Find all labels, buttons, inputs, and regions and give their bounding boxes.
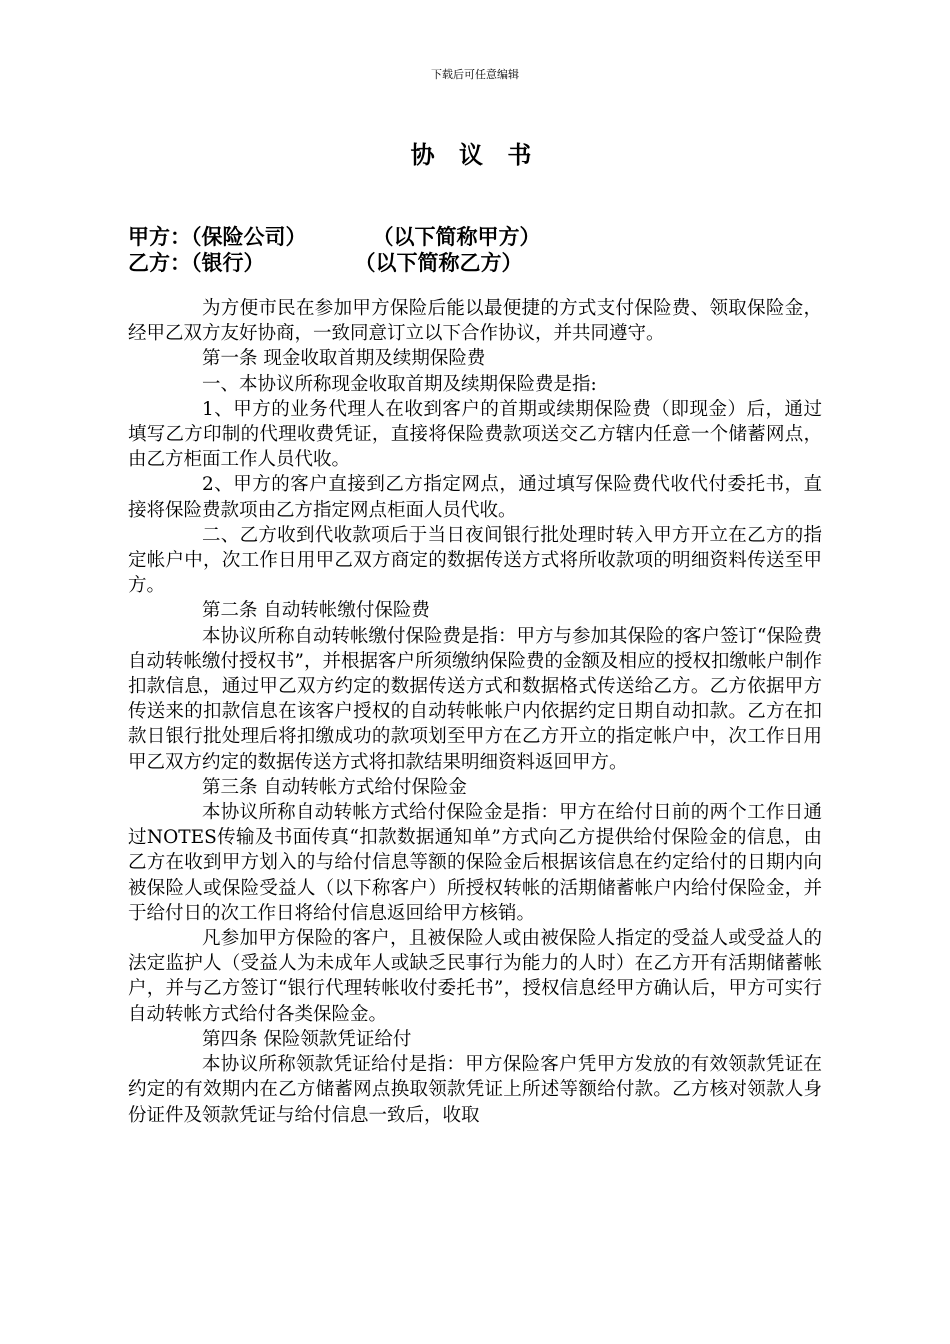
agreement-body	[128, 296, 822, 1128]
article-1-clause-1: 一、本协议所称现金收取首期及续期保险费是指:	[202, 373, 597, 395]
party-b-note: （以下简称乙方）	[354, 251, 523, 275]
article-2-heading: 第二条 自动转帐缴付保险费	[202, 600, 430, 622]
article-3-body: 本协议所称自动转帐方式给付保险金是指：甲方在给付日前的两个工作日通过NOTES传输及书面传真“扣款数据通知单”方式向乙方提供给付保险金的信息，由乙方在收到甲方划入的与给付信息等额的保险金后根据该信息在约定给付的日期内向被保险人或保险受益人（以下称客户）所授权转帐的活期储蓄帐户内给付保险金，并于给付日的次工作日将给付信息返回给甲方核销。	[128, 802, 822, 924]
article-3-heading: 第三条 自动转帐方式给付保险金	[202, 776, 467, 798]
article-4-body: 本协议所称领款凭证给付是指：甲方保险客户凭甲方发放的有效领款凭证在约定的有效期内在乙方储蓄网点换取领款凭证上所述等额给付款。乙方核对领款人身份证件及领款凭证与给付信息一致后，收取	[128, 1054, 822, 1126]
party-a-line	[128, 224, 828, 250]
article-1-item-1: 1、甲方的业务代理人在收到客户的首期或续期保险费（即现金）后，通过填写乙方印制的代理收费凭证，直接将保险费款项送交乙方辖内任意一个储蓄网点，由乙方柜面工作人员代收。	[128, 398, 822, 471]
document-title: 协 议 书	[410, 140, 540, 169]
preamble-paragraph: 为方便市民在参加甲方保险后能以最便捷的方式支付保险费、领取保险金，经甲乙双方友好协商，一致同意订立以下合作协议，并共同遵守。	[128, 298, 822, 345]
party-a-label: 甲方：（保险公司）	[128, 225, 307, 249]
party-a-note: （以下简称甲方）	[372, 225, 541, 249]
article-4-heading: 第四条 保险领款凭证给付	[202, 1028, 412, 1050]
article-1-item-2: 2、甲方的客户直接到乙方指定网点，通过填写保险费代收代付委托书，直接将保险费款项由乙方指定网点柜面人员代收。	[128, 474, 822, 521]
article-3-body-2: 凡参加甲方保险的客户，且被保险人或由被保险人指定的受益人或受益人的法定监护人（受益人为未成年人或缺乏民事行为能力的人时）在乙方开有活期储蓄帐户，并与乙方签订“银行代理转帐收付委托书”，授权信息经甲方确认后，甲方可实行自动转帐方式给付各类保险金。	[128, 928, 822, 1025]
article-1-clause-2: 二、乙方收到代收款项后于当日夜间银行批处理时转入甲方开立在乙方的指定帐户中，次工作日用甲乙双方商定的数据传送方式将所收款项的明细资料传送至甲方。	[128, 524, 822, 597]
party-b-line	[128, 250, 828, 276]
header-note: 下载后可任意编辑	[431, 68, 519, 81]
article-2-body: 本协议所称自动转帐缴付保险费是指：甲方与参加其保险的客户签订“保险费自动转帐缴付授权书”，并根据客户所须缴纳保险费的金额及相应的授权扣缴帐户制作扣款信息，通过甲乙双方约定的数据传送方式和数据格式传送给乙方。乙方依据甲方传送来的扣款信息在该客户授权的自动转帐帐户内依据约定日期自动扣款。乙方在扣款日银行批处理后将扣缴成功的款项划至甲方在乙方开立的指定帐户中，次工作日用甲乙双方约定的数据传送方式将扣款结果明细资料返回甲方。	[128, 625, 822, 773]
party-b-label: 乙方：（银行）	[128, 251, 265, 275]
article-1-heading: 第一条 现金收取首期及续期保险费	[202, 348, 486, 370]
